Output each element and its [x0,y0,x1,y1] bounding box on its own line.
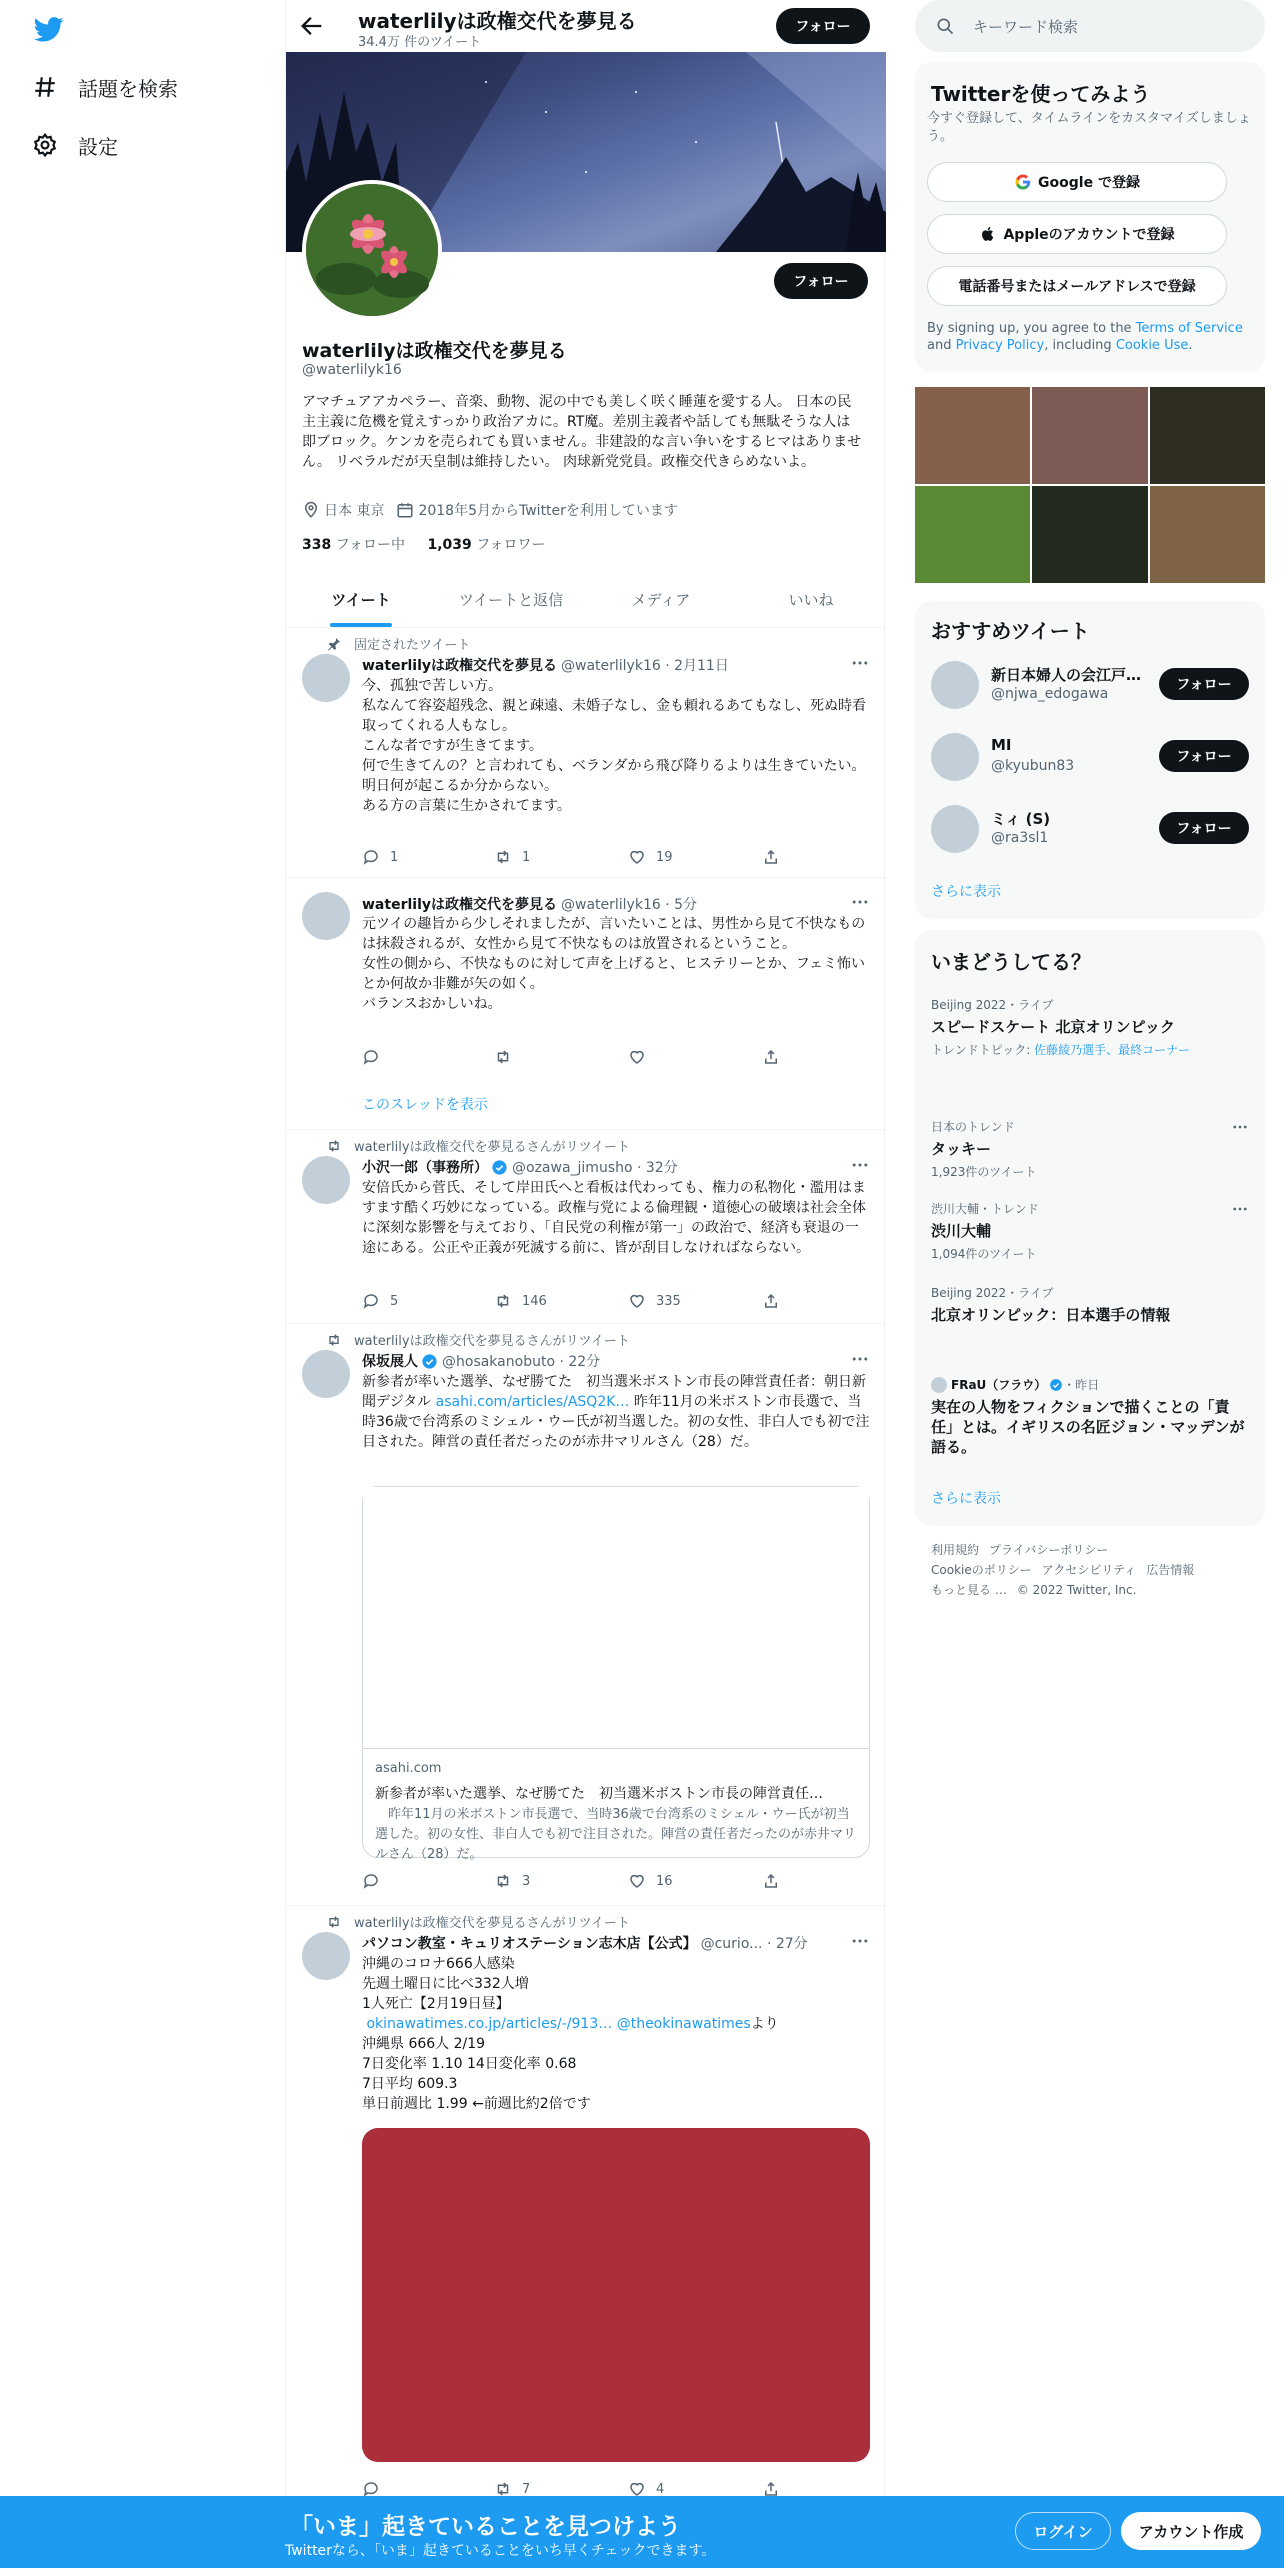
share-icon [762,1292,780,1310]
following-link[interactable]: 338 フォロー中 [302,537,405,553]
account-name: ミィ (S) [991,810,1051,828]
tweet-handle-time[interactable]: @waterlilyk16 · 2月11日 [561,658,729,674]
tweet-actions [362,848,802,868]
like-button[interactable] [628,1048,656,1066]
tweet-text: 沖縄のコロナ666人感染 先週土曜日に比べ332人増 1人死亡【2月19日昼】 okinawatimes.co.jp/articles/-/913… @theokinawatimesより 沖縄県 666人 2/19 7日変化率 1.10 14日変化率 0.68 7日平均 609.3 単日前週比 1.99 ←前週比約2倍です [362,1956,779,2112]
retweet-icon [494,1048,512,1066]
trend-context: 渋川大輔・トレンド [931,1202,1039,1216]
media-thumb[interactable] [1150,486,1265,583]
tweet-actions [362,1292,802,1312]
create-account-button[interactable]: アカウント作成 [1121,2512,1261,2550]
follow-button[interactable]: フォロー [1159,668,1249,700]
retweet-icon [326,1914,342,1930]
recommended-account[interactable] [931,661,1249,709]
tab-likes[interactable]: いいね [788,591,834,609]
tweet-media-image[interactable] [362,2128,870,2462]
news-headline: 実在の人物をフィクションで描くことの「責任」とは。イギリスの名匠ジョン・マッデンが語る。 [931,1398,1245,1456]
profile-name: waterlilyは政権交代を夢見る [302,340,567,362]
news-source: FRaU（フラウ） ・昨日 [931,1376,1249,1393]
prompt-headline: 「いま」起きていることを見つけよう [290,2514,681,2540]
avatar[interactable] [931,805,979,853]
trend-item[interactable] [931,996,1249,1058]
footer-link[interactable]: プライバシーポリシー [989,1543,1109,1557]
header-follow-button[interactable]: フォロー [776,8,870,44]
more-options-icon[interactable] [850,1931,870,1951]
tweet-retweet-ozawa[interactable] [286,1130,886,1324]
signup-desc: 今すぐ登録して、タイムラインをカスタマイズしましょう。 [927,111,1251,144]
tweet-pinned[interactable] [286,628,886,878]
retweet-context: waterlilyは政権交代を夢見るさんがリツイート [326,1330,630,1349]
main-column [285,0,885,2568]
followers-link[interactable]: 1,039 フォロワー [427,537,546,553]
article-link[interactable]: asahi.com/articles/ASQ2K… [435,1394,630,1410]
trends-more-link[interactable]: さらに表示 [931,1491,1001,1507]
share-button[interactable] [762,1292,790,1310]
signup-panel [915,62,1265,372]
tweet-avatar[interactable] [302,1156,350,1204]
tab-media[interactable]: メディア [631,591,691,609]
like-button[interactable]: 335 [628,1292,681,1310]
calendar-icon [396,501,414,519]
trend-topic-link[interactable]: 佐藤綾乃選手、最終コーナー [1034,1043,1191,1057]
tweet-header [362,1933,870,1953]
more-options-icon[interactable] [850,1349,870,1369]
hashtag-icon [32,74,58,100]
retweet-icon [326,1332,342,1348]
tweet-handle-time[interactable]: @ozawa_jimusho · 32分 [512,1160,678,1176]
profile-meta [302,500,690,520]
account-handle: @kyubun83 [991,758,1075,774]
follow-button[interactable]: フォロー [1159,740,1249,772]
footer-link[interactable]: 利用規約 [931,1543,980,1557]
signup-title: Twitterを使ってみよう [931,82,1151,106]
privacy-link[interactable]: Privacy Policy [955,338,1045,353]
trend-title: タッキー [931,1140,992,1158]
more-options-icon[interactable] [850,653,870,673]
trends-panel [915,930,1265,1526]
reply-icon [362,1872,380,1890]
apple-icon [979,225,997,243]
tweet-text: 今、孤独で苦しい方。 私なんて容姿超残念、親と疎遠、未婚子なし、金も頼れるあてもなし、死ぬ時看取ってくれる人もなし。 こんな者ですが生きてます。 何で生きてんの？と言われても、ベランダから飛び降りるよりは生きていたい。 明日何が起こるか分からない。 ある方の言葉に生かされてます。 [362,678,866,814]
retweet-button[interactable]: 1 [494,848,530,866]
trend-title: 渋川大輔 [931,1222,992,1240]
twitter-logo-icon[interactable] [32,14,66,44]
tweet-actions [362,1872,802,1892]
tweet-text: 元ツイの趣旨から少しそれましたが、言いたいことは、男性から見て不快なものは抹殺されるが、女性から見て不快なものは放置されるということ。 女性の側から、不快なものに対して声を上げると、ヒステリーとか、フェミ怖いとか何故か非難が矢の如く。 バランスおかしいね。 [362,916,866,1012]
retweet-button[interactable]: 146 [494,1292,547,1310]
show-thread-link[interactable]: このスレッドを表示 [362,1097,488,1113]
google-icon [1014,173,1032,191]
nav-explore[interactable] [32,67,178,107]
reply-icon [362,1292,380,1310]
profile-counts [302,534,546,554]
tweet-avatar[interactable] [302,1932,350,1980]
tweet-author[interactable]: waterlilyは政権交代を夢見る [362,897,557,913]
more-options-icon[interactable] [850,1155,870,1175]
header-tweet-count: 34.4万 件のツイート [358,35,482,50]
phone-email-signup-button[interactable]: 電話番号またはメールアドレスで登録 [927,266,1227,306]
nav-settings[interactable] [32,125,118,165]
tweet-handle-time[interactable]: @hosakanobuto · 22分 [442,1354,601,1370]
tweet-avatar[interactable] [302,892,350,940]
share-icon [762,1048,780,1066]
reply-button[interactable] [362,1048,390,1066]
nav-explore-label: 話題を検索 [78,76,178,101]
heart-icon [628,1872,646,1890]
share-button[interactable] [762,848,790,866]
card-image [363,1487,869,1749]
retweet-icon [494,1292,512,1310]
footer-link[interactable]: 広告情報 [1146,1563,1195,1577]
trend-context: 日本のトレンド [931,1120,1015,1134]
tweet-retweet-hosaka[interactable] [286,1324,886,1906]
trend-sub: トレンドトピック: 佐藤綾乃選手、最終コーナー [931,1043,1191,1057]
retweet-icon [494,1872,512,1890]
follow-button[interactable]: フォロー [1159,812,1249,844]
tweet-author[interactable]: waterlilyは政権交代を夢見る [362,658,557,674]
signup-terms: By signing up, you agree to the Terms of Service and Privacy Policy, including Cookie Use. [927,321,1243,353]
mention-link[interactable]: @theokinawatimes [612,2016,751,2032]
tweet-header [362,655,870,675]
gear-icon [32,132,58,158]
tweet-avatar[interactable] [302,1350,350,1398]
footer-links [931,1540,1249,1600]
recommended-account[interactable] [931,733,1249,781]
card-description: 昨年11月の米ボストン市長選で、当時36歳で台湾系のミシェル・ウー氏が初当選した。初の女性、非白人でも初で注目された。陣営の責任者だったのが赤井マリルさん（28）だ。 [375,1807,857,1862]
profile-bio: アマチュアアカペラー、音楽、動物、泥の中でも美しく咲く睡蓮を愛する人。 日本の民主主義に危機を覚えすっかり政治アカに。RT魔。差別主義者や話しても無駄そうな人は即ブロック。ケンカを売られても買いません。非建設的な言い争いをするヒマはありません。 リベラルだが天皇制は維持したい。 肉球新党党員。政権交代きらめないよ。 [302,394,862,470]
pin-icon [326,636,342,652]
footer-link[interactable]: Cookieのポリシー [931,1563,1032,1577]
recommended-more-link[interactable]: さらに表示 [931,884,1001,900]
tweet-handle-time[interactable]: @curio... · 27分 [700,1936,808,1952]
tweet-header [362,1351,870,1371]
account-handle: @ra3sl1 [991,830,1049,846]
tweet-text: 安倍氏から菅氏、そして岸田氏へと看板は代わっても、権力の私物化・濫用はますます酷く巧妙になっている。政権与党による倫理観・道徳心の破壊は社会全体に深刻な影響を与えており、「自民党の利権が第一」の政治で、経済も衰退の一途にある。公正や正義が死滅する前に、皆が刮目しなければならない。 [362,1180,866,1256]
share-icon [762,1872,780,1890]
more-options-icon[interactable] [1231,1118,1249,1136]
retweet-icon [494,848,512,866]
share-icon [762,848,780,866]
retweet-icon [326,1138,342,1154]
card-domain: asahi.com [375,1761,442,1776]
search-icon [935,16,955,36]
verified-badge-icon [421,1353,438,1370]
more-options-icon[interactable] [1231,1200,1249,1218]
media-thumb[interactable] [915,486,1030,583]
copyright: © 2022 Twitter, Inc. [1016,1583,1137,1597]
cookie-link[interactable]: Cookie Use [1115,338,1189,353]
footer-more-link[interactable]: もっと見る … [931,1583,1007,1597]
recommended-panel [915,601,1265,919]
avatar[interactable] [931,661,979,709]
verified-badge-icon [491,1159,508,1176]
recommended-account[interactable] [931,805,1249,853]
heart-icon [628,1292,646,1310]
media-thumb[interactable] [1032,486,1147,583]
tweet-author[interactable]: パソコン教室・キュリオステーション志木店【公式】 [362,1936,697,1952]
profile-avatar[interactable] [302,180,442,320]
profile-follow-button[interactable]: フォロー [774,263,868,299]
back-arrow-icon[interactable] [298,12,326,40]
okinawatimes-link[interactable]: okinawatimes.co.jp/articles/-/913… [362,2016,613,2032]
source-avatar [931,1377,947,1393]
apple-signup-button[interactable]: Appleのアカウントで登録 [927,214,1227,254]
media-thumb[interactable] [915,387,1030,484]
like-button[interactable]: 4 [628,2480,664,2498]
trends-title: いまどうしてる？ [931,950,1091,974]
like-button[interactable]: 16 [628,1872,673,1890]
card-title: 新参者が率いた選挙、なぜ勝てた 初当選米ボストン市長の陣営責任… [375,1786,823,1802]
tweet-avatar[interactable] [302,654,350,702]
trend-news-item[interactable] [931,1376,1249,1457]
media-thumb[interactable] [1150,387,1265,484]
media-thumb[interactable] [1032,387,1147,484]
tweet-header [362,894,870,914]
more-options-icon[interactable] [850,892,870,912]
retweet-button[interactable]: 7 [494,2480,530,2498]
verified-badge-icon [1049,1378,1063,1392]
share-button[interactable] [762,1048,790,1066]
profile-joined: 2018年5月からTwitterを利用しています [418,503,678,519]
account-handle: @njwa_edogawa [991,686,1109,702]
google-signup-button[interactable]: Google で登録 [927,162,1227,202]
share-button[interactable] [762,1872,790,1890]
trend-title: 北京オリンピック：日本選手の情報 [931,1306,1171,1324]
trend-item[interactable] [931,1118,1249,1180]
nav-settings-label: 設定 [78,134,118,159]
reply-icon [362,848,380,866]
profile-handle: @waterlilyk16 [302,362,402,378]
retweet-context: waterlilyは政権交代を夢見るさんがリツイート [326,1912,630,1931]
reply-button[interactable]: 1 [362,848,398,866]
account-name: 新日本婦人の会江戸… [991,666,1142,684]
pinned-context: 固定されたツイート [326,634,470,653]
left-nav [0,0,284,2568]
trend-count: 1,923件のツイート [931,1165,1037,1179]
login-button[interactable]: ログイン [1015,2512,1111,2550]
signup-prompt-bar [0,2496,1284,2568]
avatar[interactable] [931,733,979,781]
trend-context: Beijing 2022・ライブ [931,998,1054,1012]
profile-tabs [286,572,886,628]
recommended-title: おすすめツイート [931,619,1090,643]
trend-item[interactable] [931,1284,1249,1325]
account-name: MI [991,736,1012,754]
tweet-handle-time[interactable]: @waterlilyk16 · 5分 [561,897,698,913]
tweet-own[interactable] [286,878,886,1130]
tweet-retweet-curio[interactable] [286,1906,886,2506]
reply-button[interactable] [362,1872,390,1890]
profile-header-bar [286,0,886,52]
header-title: waterlilyは政権交代を夢見る [358,9,637,33]
tweet-text: 新参者が率いた選挙、なぜ勝てた 初当選米ボストン市長の陣営責任者：朝日新聞デジタル asahi.com/articles/ASQ2K… 昨年11月の米ボストン市長選で、当時36歳で台湾系のミシェル・ウー氏が初当選した。初の女性、非白人でも初で注目された。陣営の責任者だったのが赤井マリルさん（28）だ。 [362,1374,870,1450]
water-lily-image [306,184,438,316]
heart-icon [628,848,646,866]
like-button[interactable]: 19 [628,848,673,866]
tweet-header [362,1157,870,1177]
prompt-sub: Twitterなら、「いま」起きていることをいち早くチェックできます。 [285,2543,716,2559]
profile-location: 日本 東京 [324,503,385,519]
tweet-actions [362,1048,802,1068]
heart-icon [628,1048,646,1066]
reply-button[interactable]: 5 [362,1292,398,1310]
tweet-author[interactable]: 保坂展人 [362,1354,418,1370]
retweet-button[interactable]: 3 [494,1872,530,1890]
reply-icon [362,1048,380,1066]
media-mosaic [915,387,1265,583]
trend-item[interactable] [931,1200,1249,1262]
tab-tweets-replies[interactable]: ツイートと返信 [458,591,564,609]
trend-title: スピードスケート 北京オリンピック [931,1018,1175,1036]
trend-count: 1,094件のツイート [931,1247,1037,1261]
retweet-context: waterlilyは政権交代を夢見るさんがリツイート [326,1136,630,1155]
location-icon [302,501,320,519]
tab-tweets[interactable]: ツイート [286,572,436,627]
tweet-author[interactable]: 小沢一郎（事務所） [362,1160,488,1176]
retweet-button[interactable] [494,1048,522,1066]
link-preview-card[interactable] [362,1486,870,1862]
search-placeholder: キーワード検索 [973,17,1079,36]
terms-link[interactable]: Terms of Service [1135,321,1243,336]
footer-link[interactable]: アクセシビリティ [1041,1563,1137,1577]
search-box[interactable] [915,0,1265,52]
trend-context: Beijing 2022・ライブ [931,1286,1054,1300]
